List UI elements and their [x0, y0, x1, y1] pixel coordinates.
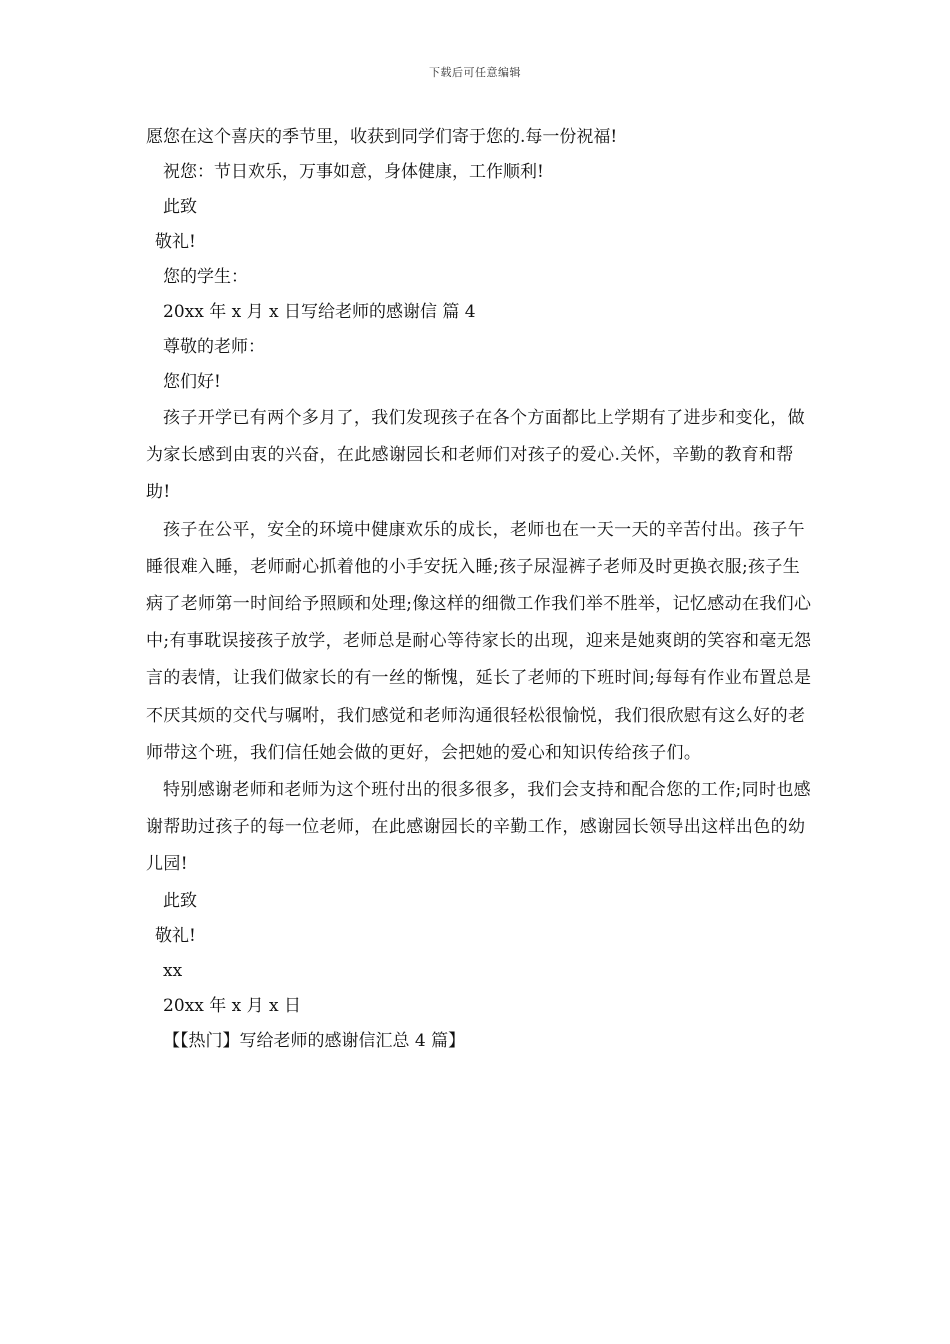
paragraph-care: 孩子在公平，安全的环境中健康欢乐的成长，老师也在一天一天的辛苦付出。孩子午睡很难入睡，老师耐心抓着他的小手安抚入睡;孩子尿湿裤子老师及时更换衣服;孩子生病了老师第一时间给予照顾和处理;像这样的细微工作我们举不胜举，记忆感动在我们心中;有事耽误接孩子放学，老师总是耐心等待家长的出现，迎来是她爽朗的笑容和毫无怨言的表情，让我们做家长的有一丝的惭愧，延长了老师的下班时间;每每有作业布置总是不厌其烦的交代与嘱咐，我们感觉和老师沟通很轻松很愉悦，我们很欣慰有这么好的老师带这个班，我们信任她会做的更好，会把她的爱心和知识传给孩子们。 [146, 519, 812, 763]
document-body [146, 120, 816, 1059]
text-line-greeting: 尊敬的老师： [163, 337, 265, 357]
paragraph-progress: 孩子开学已有两个多月了，我们发现孩子在各个方面都比上学期有了进步和变化，做为家长感到由衷的兴奋，在此感谢园长和老师们对孩子的爱心.关怀，辛勤的教育和帮助! [146, 408, 805, 503]
text-line-salutation: 此致 [163, 197, 197, 217]
text-line-signature: 您的学生： [163, 267, 248, 287]
closing-title-link: 【【热门】写给老师的感谢信汇总 4 篇】 [163, 1030, 466, 1051]
section-title: 20xx 年 x 月 x 日写给老师的感谢信 篇 4 [163, 302, 476, 322]
page-header: 下载后可任意编辑 [429, 66, 521, 79]
closing-date: 20xx 年 x 月 x 日 [163, 995, 302, 1016]
closing-salutation: 此致 [163, 890, 197, 911]
text-line-regards: 敬礼! [155, 232, 196, 252]
closing-regards: 敬礼! [155, 925, 196, 946]
text-line-hello: 您们好! [163, 372, 221, 392]
closing-signature: xx [163, 960, 183, 981]
text-line-blessing: 祝您：节日欢乐，万事如意，身体健康，工作顺利! [163, 162, 544, 182]
text-line-wish: 愿您在这个喜庆的季节里，收获到同学们寄于您的.每一份祝福! [146, 127, 618, 147]
paragraph-thanks: 特别感谢老师和老师为这个班付出的很多很多，我们会支持和配合您的工作;同时也感谢帮助过孩子的每一位老师，在此感谢园长的辛勤工作，感谢园长领导出这样出色的幼儿园! [146, 780, 812, 875]
